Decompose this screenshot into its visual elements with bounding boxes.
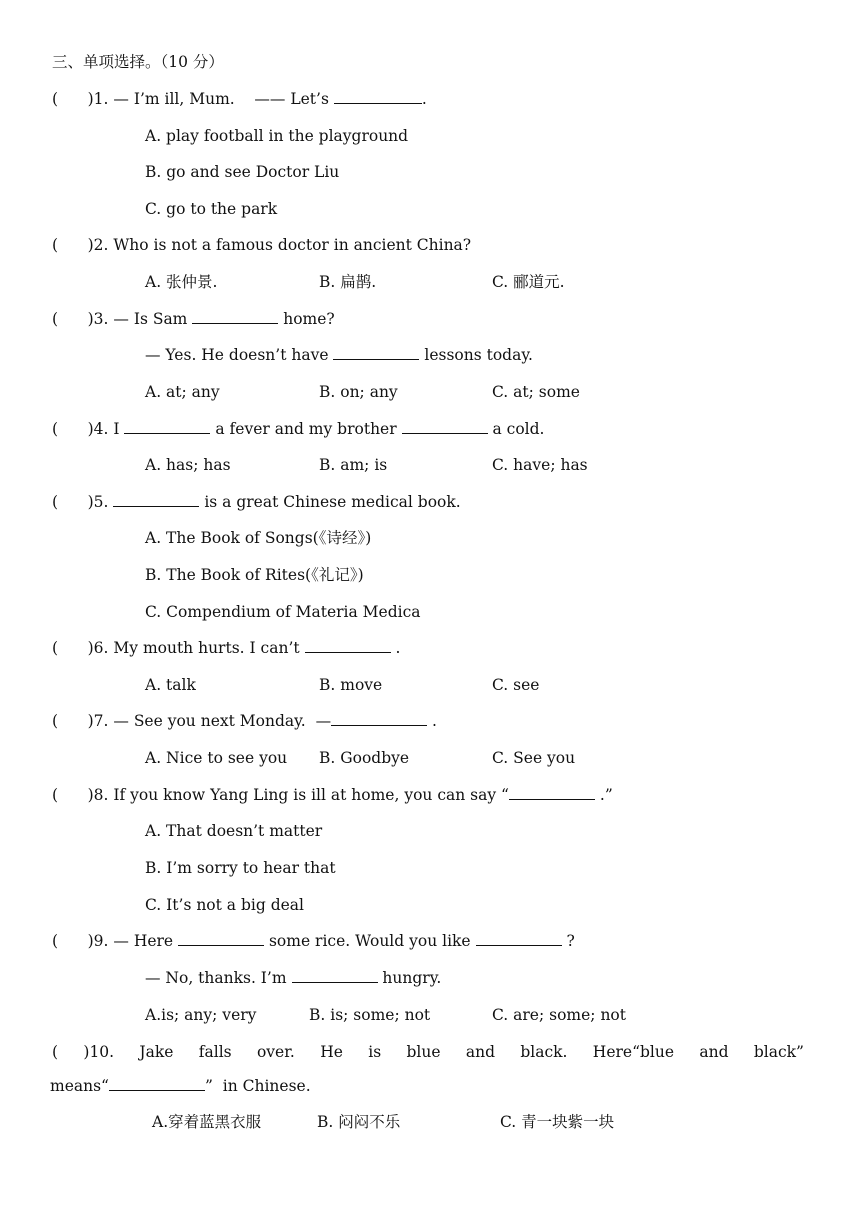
question-1: ( )1. — I’m ill, Mum. —— Let’s . [52,90,427,108]
answer-blank[interactable] [476,931,562,946]
option-a: A. talk [145,676,196,694]
answer-blank[interactable] [113,492,199,507]
option-a: A. The Book of Songs(《诗经》) [145,529,372,547]
option-b: B. am; is [319,456,388,474]
question-7: ( )7. — See you next Monday. — . [52,712,437,730]
option-a: A.is; any; very [145,1006,257,1024]
answer-blank[interactable] [124,419,210,434]
answer-blank[interactable] [192,309,278,324]
option-b: B. 扁鹊. [319,273,377,291]
answer-blank[interactable] [402,419,488,434]
answer-blank[interactable] [331,711,427,726]
option-b: B. I’m sorry to hear that [145,859,336,877]
option-a: A.穿着蓝黑衣服 [152,1113,262,1131]
answer-blank[interactable] [333,345,419,360]
section-title: 三、单项选择。（10 分） [52,53,224,71]
question-4: ( )4. I a fever and my brother a cold. [52,420,545,438]
option-b: B. go and see Doctor Liu [145,163,340,181]
option-b: B. on; any [319,383,398,401]
option-c: C. have; has [492,456,588,474]
question-8: ( )8. If you know Yang Ling is ill at home, you can say “ .” [52,786,613,804]
answer-paren[interactable]: ( ) [52,932,94,950]
option-c: C. go to the park [145,200,278,218]
option-c: C. 郦道元. [492,273,565,291]
question-5: ( )5. is a great Chinese medical book. [52,493,461,511]
option-b: B. Goodbye [319,749,410,767]
option-a: A. at; any [145,383,220,401]
option-c: C. see [492,676,540,694]
answer-blank[interactable] [305,638,391,653]
option-b: B. The Book of Rites(《礼记》) [145,566,364,584]
answer-blank[interactable] [109,1076,205,1091]
question-9: ( )9. — Here some rice. Would you like ? [52,932,575,950]
answer-blank[interactable] [292,968,378,983]
question-3: ( )3. — Is Sam home? [52,310,335,328]
answer-blank[interactable] [178,931,264,946]
answer-paren[interactable]: ( ) [52,420,94,438]
option-b: B. is; some; not [309,1006,431,1024]
answer-paren[interactable]: ( ) [52,639,94,657]
question-2: ( )2. Who is not a famous doctor in ancient China? [52,236,472,254]
answer-paren[interactable]: ( ) [52,236,94,254]
answer-paren[interactable]: ( ) [52,310,94,328]
option-c: C. 青一块紫一块 [500,1113,615,1131]
option-a: A. 张仲景. [145,273,218,291]
option-a: A. has; has [145,456,231,474]
question-6: ( )6. My mouth hurts. I can’t . [52,639,401,657]
option-a: A. Nice to see you [145,749,288,767]
question-10: ( )10. Jake falls over. He is blue and black. Here“blue and black” [52,1043,804,1061]
option-a: A. play football in the playground [145,127,409,145]
question-9-reply: — No, thanks. I’m hungry. [145,969,442,987]
answer-blank[interactable] [334,89,422,104]
option-b: B. move [319,676,383,694]
option-c: C. Compendium of Materia Medica [145,603,421,621]
answer-paren[interactable]: ( [52,1043,59,1061]
answer-blank[interactable] [509,785,595,800]
option-b: B. 闷闷不乐 [317,1113,401,1131]
answer-paren[interactable]: ( ) [52,493,94,511]
option-c: C. are; some; not [492,1006,626,1024]
option-c: C. See you [492,749,576,767]
answer-paren[interactable]: ( ) [52,90,94,108]
question-3-reply: — Yes. He doesn’t have lessons today. [145,346,533,364]
option-a: A. That doesn’t matter [145,822,323,840]
option-c: C. at; some [492,383,580,401]
answer-paren[interactable]: ( ) [52,712,94,730]
question-10-line2: means“ ” in Chinese. [50,1077,311,1095]
answer-paren[interactable]: ( ) [52,786,94,804]
option-c: C. It’s not a big deal [145,896,304,914]
